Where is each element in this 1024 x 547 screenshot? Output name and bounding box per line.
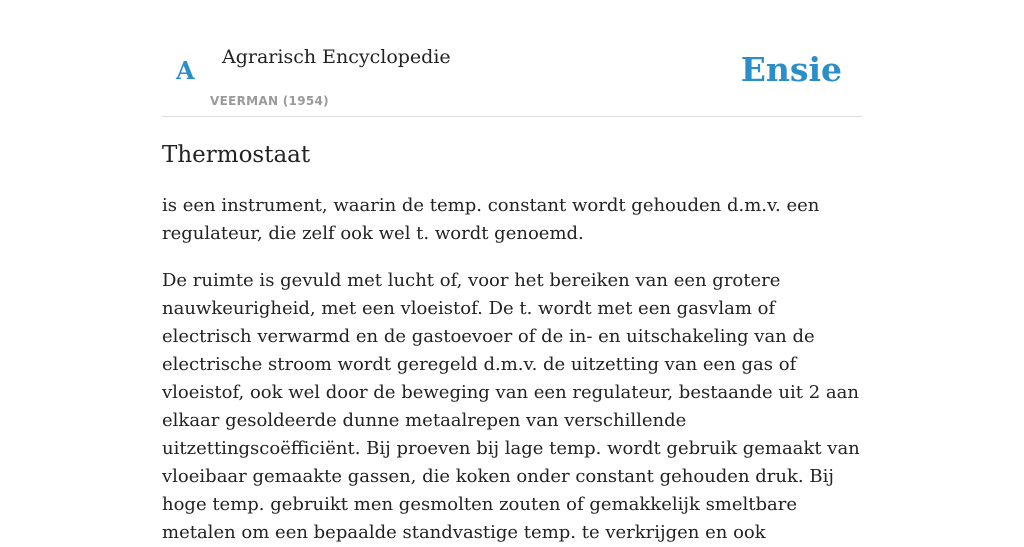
article bbox=[162, 140, 862, 547]
source-logo[interactable]: A bbox=[176, 56, 195, 85]
source-title[interactable]: Agrarisch Encyclopedie bbox=[222, 46, 451, 68]
ensie-logo[interactable]: Ensie bbox=[740, 50, 842, 89]
article-title: Thermostaat bbox=[162, 142, 311, 168]
article-paragraph: De ruimte is gevuld met lucht of, voor het bereiken van een grotere nauwkeurigheid, met een vloeistof. De t. wordt met een gasvlam of electrisch verwarmd en de gastoevoer of de in- en uitschakeling van de electrische stroom wordt geregeld d.m.v. de uitzetting van een gas of vloeistof, ook wel door de beweging van een regulateur, bestaande uit 2 aan elkaar gesoldeerde dunne metaalrepen van verschillende uitzettingscoëfficiënt. Bij proeven bij lage temp. wordt gebruik gemaakt van vloeibaar gemaakte gassen, die koken onder constant gehouden druk. Bij hoge temp. gebruikt men gesmolten zouten of gemakkelijk smeltbare metalen om een bepaalde standvastige temp. te verkrijgen en ook bbox=[162, 270, 860, 543]
article-paragraph: is een instrument, waarin de temp. constant wordt gehouden d.m.v. een regulateur, die zelf ook wel t. wordt genoemd. bbox=[162, 195, 820, 244]
source-header bbox=[162, 0, 862, 117]
source-author-year: VEERMAN (1954) bbox=[210, 94, 329, 108]
